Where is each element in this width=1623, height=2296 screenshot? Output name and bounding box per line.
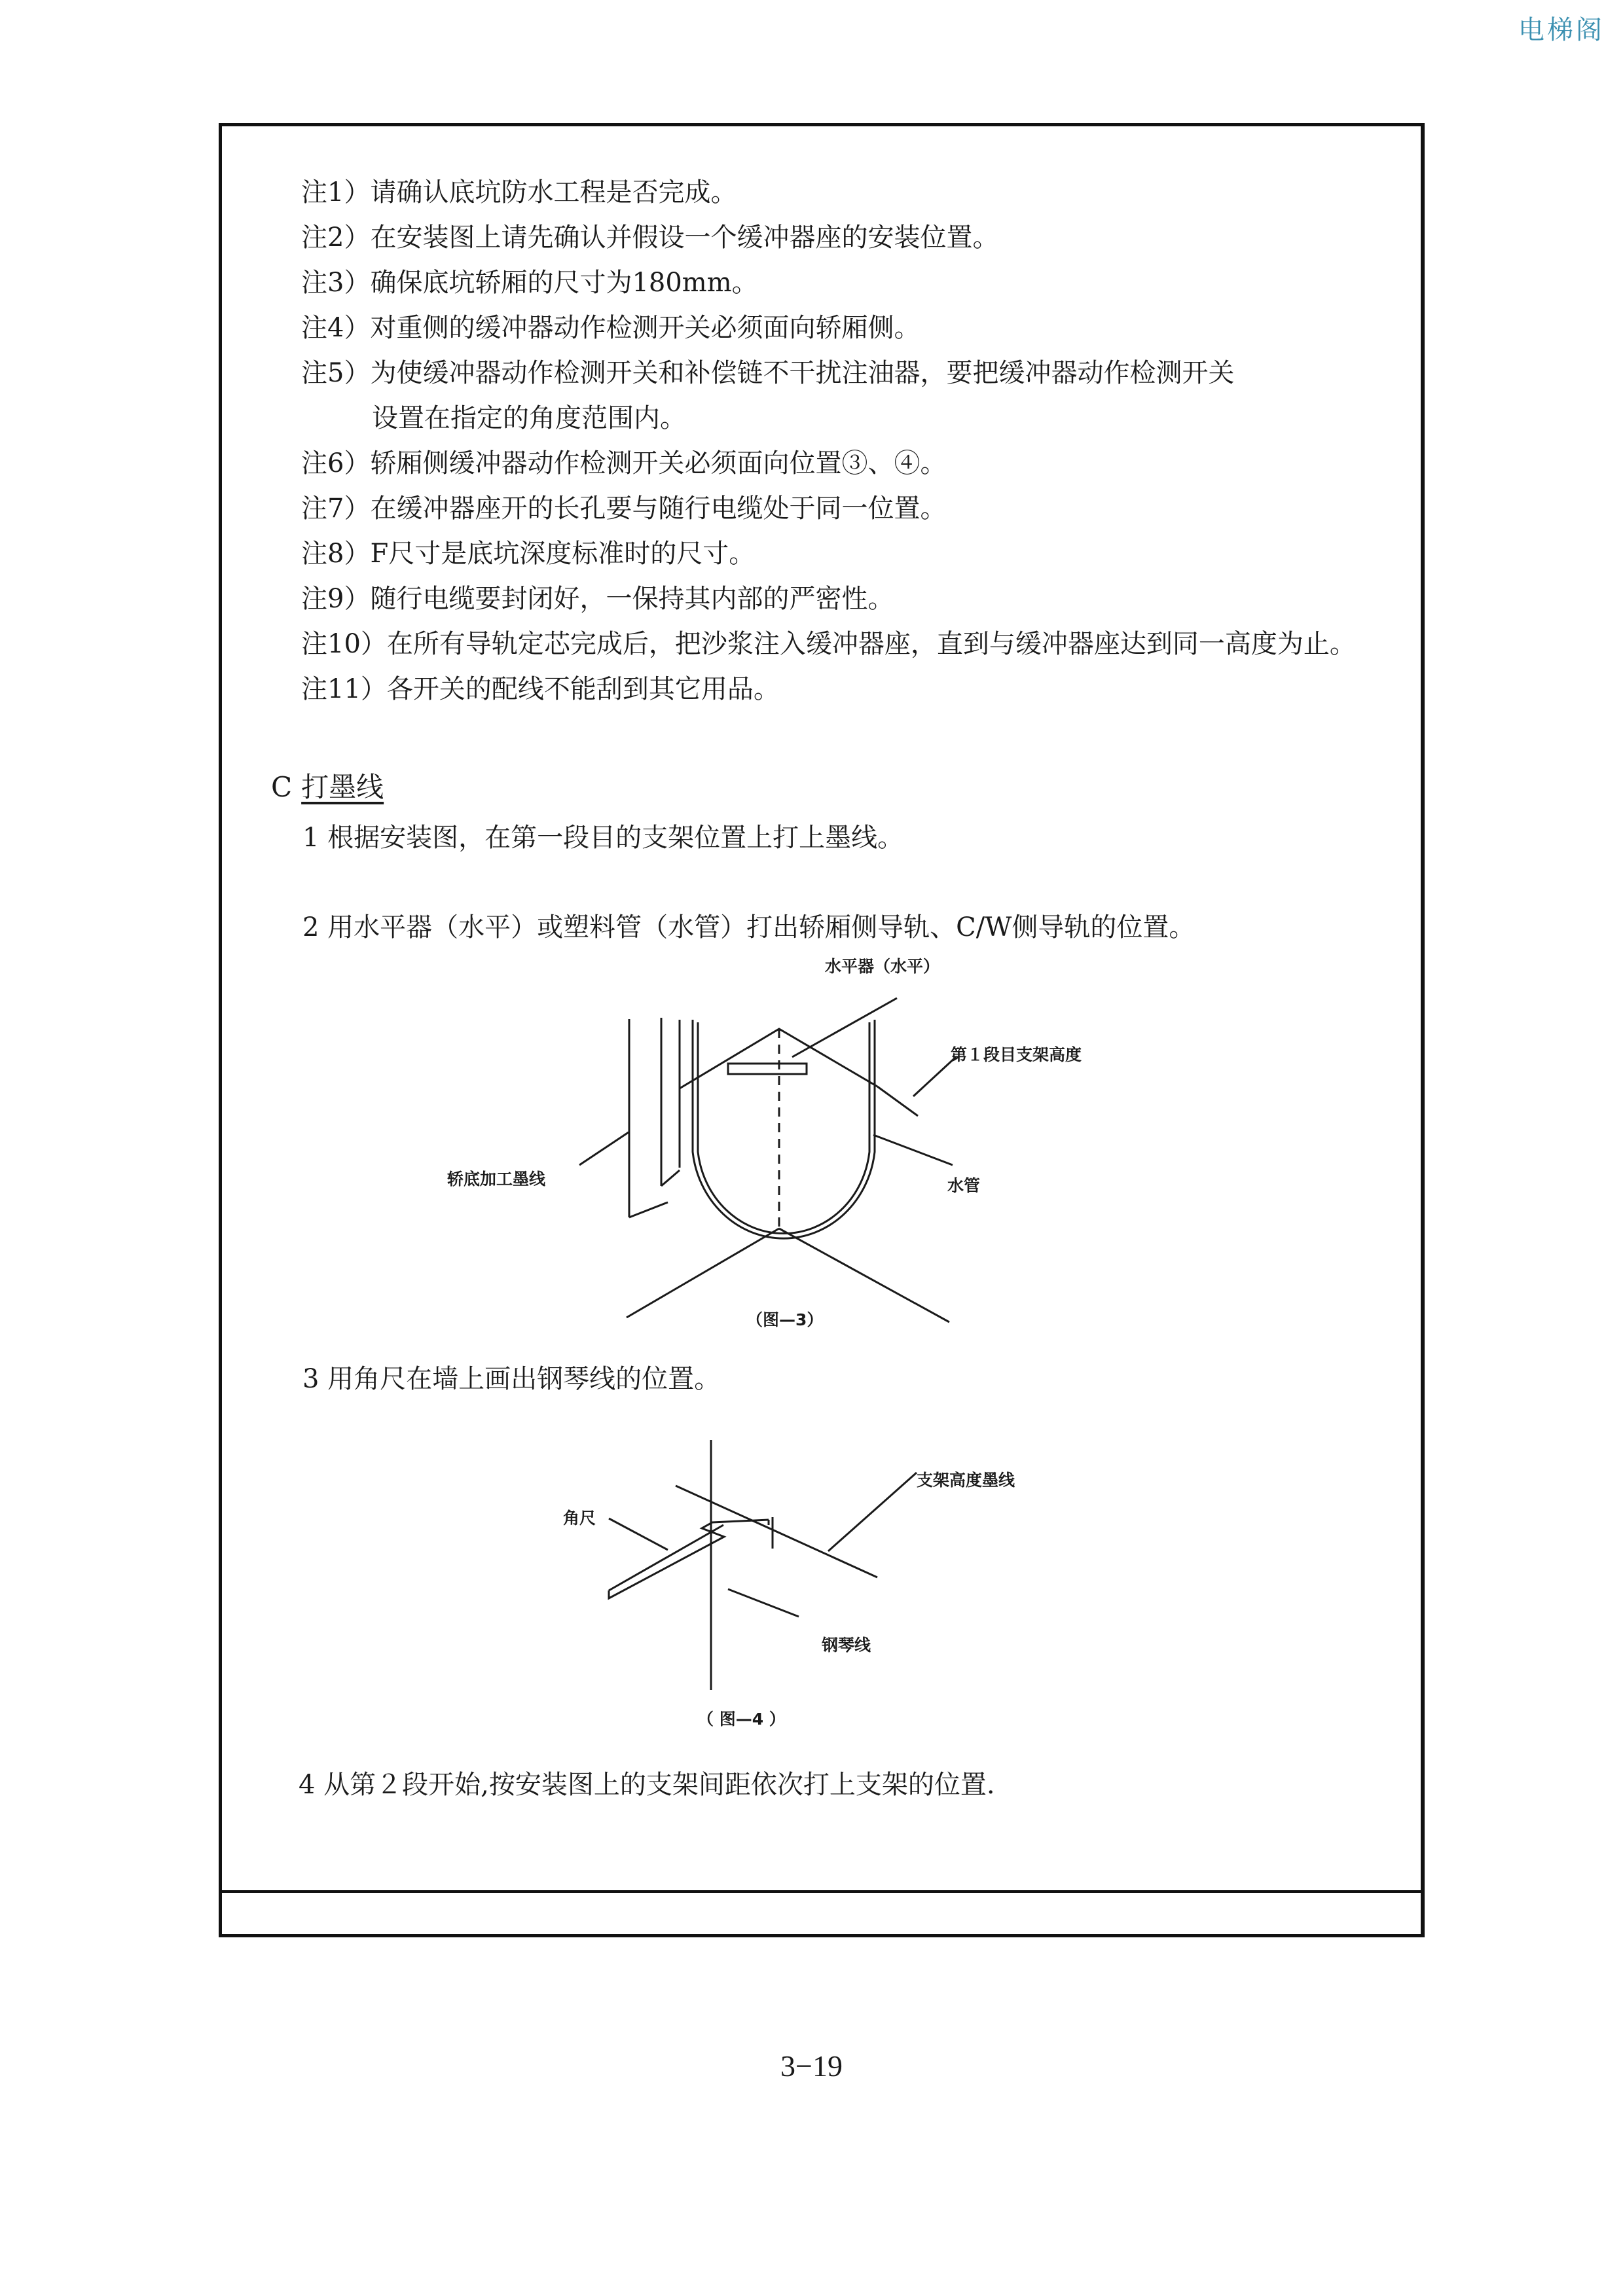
bracket-height-ink-line <box>676 1486 877 1577</box>
note-text: 在缓冲器座开的长孔要与随行电缆处于同一位置。 <box>370 493 947 524</box>
note-tag: 注8） <box>301 539 371 569</box>
label-water-tube: 水管 <box>947 1176 981 1195</box>
frame-footer-rule <box>219 1890 1425 1893</box>
note-continuation: 设置在指定的角度范围内。 <box>372 403 686 433</box>
note-text: 确保底坑轿厢的尺寸为180mm。 <box>370 268 758 298</box>
step-number: 2 <box>302 912 319 942</box>
square-ruler <box>609 1517 773 1598</box>
pit-floor-right <box>779 1229 949 1322</box>
step-item <box>299 1764 995 1801</box>
note-tag: 注7） <box>301 493 371 524</box>
section-heading <box>271 766 384 805</box>
spirit-level <box>680 1029 877 1230</box>
note-item <box>301 306 1427 351</box>
note-text: 随行电缆要封闭好，一保持其内部的严密性。 <box>370 584 894 614</box>
note-tag: 注6） <box>301 448 371 478</box>
notes-list <box>301 170 1427 712</box>
note-text: 轿厢侧缓冲器动作检测开关必须面向位置③、④。 <box>370 448 947 478</box>
note-text: 在安装图上请先确认并假设一个缓冲器座的安装位置。 <box>370 223 999 253</box>
step-number: 1 <box>302 823 319 853</box>
note-tag: 注5） <box>301 358 371 388</box>
label-bracket-height: 第１段目支架高度 <box>951 1045 1082 1064</box>
note-item <box>301 215 1427 260</box>
step-number: 4 <box>299 1770 316 1800</box>
note-item <box>301 667 1427 712</box>
note-tag: 注1） <box>301 177 371 207</box>
section-letter: C <box>271 771 293 803</box>
note-tag: 注2） <box>301 223 371 253</box>
note-item <box>301 531 1427 577</box>
water-tube <box>693 1020 875 1238</box>
pit-floor-left <box>627 1229 779 1318</box>
note-text: 对重侧的缓冲器动作检测开关必须面向轿厢侧。 <box>370 313 921 343</box>
note-text: 请确认底坑防水工程是否完成。 <box>370 177 737 207</box>
note-item <box>301 351 1427 441</box>
note-text: 为使缓冲器动作检测开关和补偿链不干扰注油器，要把缓冲器动作检测开关 <box>370 358 1235 388</box>
label-car-bottom-line: 轿底加工墨线 <box>447 1170 546 1189</box>
note-tag: 注11） <box>301 674 387 704</box>
step-number: 3 <box>302 1364 319 1394</box>
step-item <box>302 906 1195 944</box>
step-text: 从第２段开始,按安装图上的支架间距依次打上支架的位置. <box>323 1770 995 1800</box>
note-item <box>301 441 1427 486</box>
note-tag: 注4） <box>301 313 371 343</box>
note-item <box>301 170 1427 215</box>
step-text: 用角尺在墙上画出钢琴线的位置。 <box>327 1364 721 1394</box>
note-item <box>301 577 1427 622</box>
label-square: 角尺 <box>563 1509 596 1528</box>
step-text: 用水平器（水平）或塑料管（水管）打出轿厢侧导轨、C/W侧导轨的位置。 <box>327 912 1195 942</box>
note-text: 在所有导轨定芯完成后，把沙浆注入缓冲器座，直到与缓冲器座达到同一高度为止。 <box>386 629 1356 659</box>
watermark: 电梯阁 <box>1518 15 1605 45</box>
label-spirit-level: 水平器（水平） <box>825 957 940 976</box>
bracket-height-line <box>877 1086 918 1116</box>
note-item <box>301 486 1427 531</box>
leader-lines <box>579 998 956 1165</box>
note-text: F尺寸是底坑深度标准时的尺寸。 <box>370 539 756 569</box>
figure-3-caption: （图—3） <box>746 1310 824 1329</box>
label-bracket-line: 支架高度墨线 <box>917 1471 1015 1490</box>
page-number: 3−19 <box>780 2049 843 2083</box>
step-text: 根据安装图，在第一段目的支架位置上打上墨线。 <box>327 823 904 853</box>
figure-4-caption: （ 图—4 ） <box>697 1710 786 1729</box>
note-item <box>301 260 1427 306</box>
note-item <box>301 622 1427 667</box>
section-title: 打墨线 <box>301 771 384 803</box>
figure-4-diagram <box>393 1420 1309 1728</box>
figure-3-diagram <box>393 956 1309 1361</box>
note-tag: 注9） <box>301 584 371 614</box>
note-text: 各开关的配线不能刮到其它用品。 <box>386 674 780 704</box>
note-tag: 注3） <box>301 268 371 298</box>
leader-lines <box>609 1473 917 1617</box>
note-tag: 注10） <box>301 629 387 659</box>
step-item <box>302 817 903 854</box>
label-piano-wire: 钢琴线 <box>822 1636 871 1655</box>
step-item <box>302 1358 720 1395</box>
car-bottom-wall <box>629 1018 680 1217</box>
